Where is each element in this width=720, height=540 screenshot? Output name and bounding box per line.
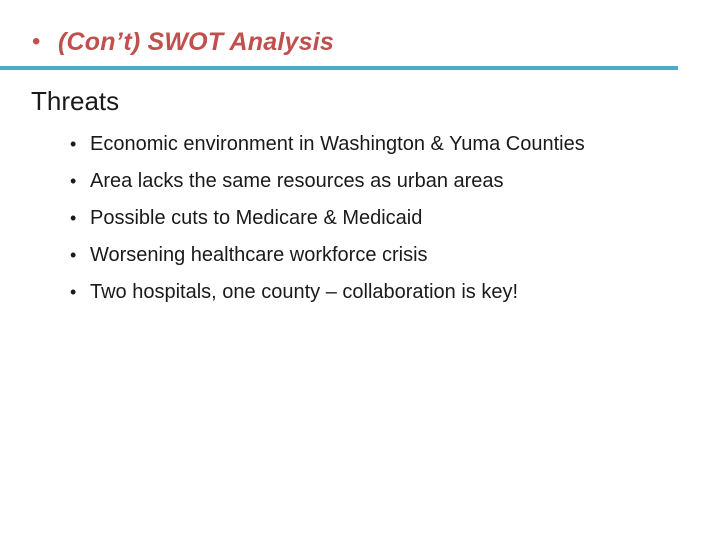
bullet-icon: • <box>70 245 77 265</box>
list-item-text: Worsening healthcare workforce crisis <box>90 244 428 266</box>
list-item <box>70 166 670 196</box>
list-item <box>70 240 670 270</box>
list-item <box>70 277 670 307</box>
slide-title: (Con’t) SWOT Analysis <box>58 27 334 56</box>
list-item-text: Area lacks the same resources as urban areas <box>90 170 504 192</box>
bullet-icon: • <box>70 134 77 154</box>
bullet-icon: • <box>70 171 77 191</box>
bullet-icon: • <box>70 208 77 228</box>
title-row <box>32 22 334 62</box>
bullet-icon: • <box>70 282 77 302</box>
section-heading: Threats <box>31 86 120 116</box>
title-bullet-icon: • <box>32 28 41 55</box>
list-item-text: Two hospitals, one county – collaboration is key! <box>90 281 519 303</box>
bullet-list <box>70 129 670 314</box>
title-divider <box>0 66 678 70</box>
list-item-text: Possible cuts to Medicare & Medicaid <box>90 207 423 229</box>
list-item-text: Economic environment in Washington & Yuma Counties <box>90 133 585 155</box>
list-item <box>70 203 670 233</box>
list-item <box>70 129 670 159</box>
